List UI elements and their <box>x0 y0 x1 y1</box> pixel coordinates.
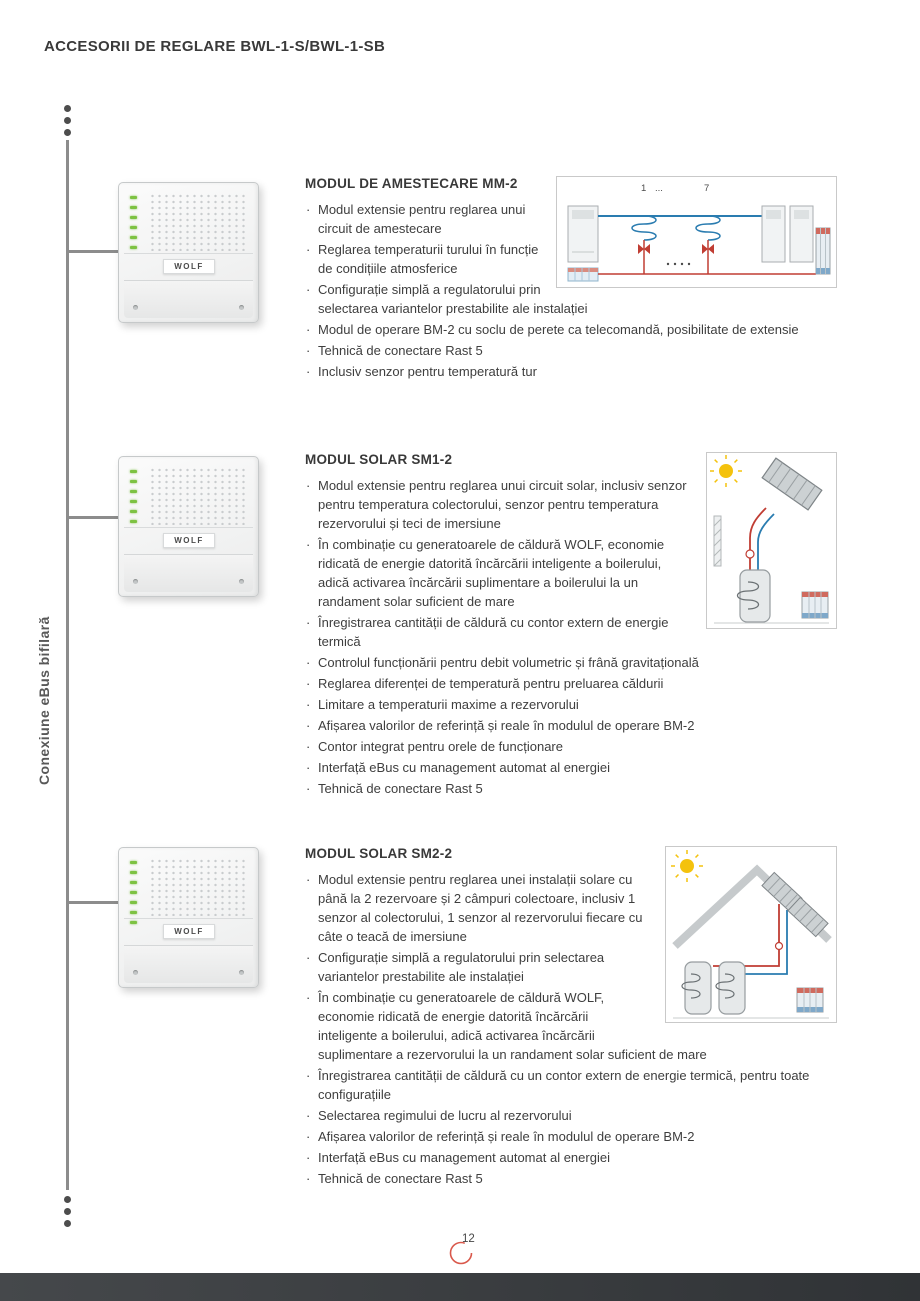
bullet-item <box>305 613 837 651</box>
section-mm2 <box>305 176 837 383</box>
led-icon <box>130 861 137 864</box>
rail-dot <box>64 1220 71 1227</box>
bullet-marker: · <box>306 242 311 257</box>
led-icon <box>130 470 137 473</box>
page-number: 12 <box>462 1233 475 1245</box>
bullet-item <box>305 1148 837 1167</box>
wolf-logo-text: WOLF <box>174 262 204 271</box>
screw-icon <box>239 579 244 584</box>
bullet-item <box>305 870 837 946</box>
bullet-item <box>305 535 837 611</box>
bullet-list <box>305 200 837 381</box>
bullet-marker: · <box>306 655 311 670</box>
module-seam <box>124 253 253 254</box>
circuit-label-7: 7 <box>704 183 710 194</box>
bullet-marker: · <box>306 1129 311 1144</box>
page-number-mark <box>447 1233 489 1271</box>
bullet-item <box>305 674 837 693</box>
bullet-item <box>305 716 837 735</box>
screw-icon <box>133 579 138 584</box>
led-icon <box>130 206 137 209</box>
bullet-marker: · <box>306 364 311 379</box>
bullet-text: Contor integrat pentru orele de funcționare <box>318 739 563 754</box>
bullet-text: Reglarea temperaturii turului în funcție de condițiile atmosferice <box>318 242 539 276</box>
rail-dot <box>64 1196 71 1203</box>
led-icon <box>130 480 137 483</box>
wolf-logo <box>163 259 215 274</box>
led-icon <box>130 490 137 493</box>
bullet-text: Configurație simplă a regulatorului prin selectarea variantelor prestabilite ale instalației <box>318 950 605 984</box>
screw-icon <box>133 305 138 310</box>
bullet-marker: · <box>306 1171 311 1186</box>
circuit-label-1: 1 <box>641 183 647 194</box>
circuit-label-dots: ... <box>655 183 663 194</box>
bullet-item <box>305 758 837 777</box>
bullet-marker: · <box>306 282 311 297</box>
bullet-item <box>305 653 837 672</box>
led-icon <box>130 871 137 874</box>
footer-bar <box>0 1273 920 1301</box>
rail-dot <box>64 1208 71 1215</box>
rail-dot <box>64 105 71 112</box>
bullet-item <box>305 1127 837 1146</box>
bullet-text: Modul extensie pentru reglarea unei instalații solare cu până la 2 rezervoare și 2 câmpuri colectoare, inclusiv 1 senzor al colectorului, 1 senzor al rezervorului fiecare cu câte o teacă de imersiune <box>318 872 643 944</box>
led-indicators <box>130 470 137 523</box>
bullet-marker: · <box>306 202 311 217</box>
rail-dot <box>64 129 71 136</box>
led-icon <box>130 216 137 219</box>
bullet-marker: · <box>306 1068 311 1083</box>
module-image-sm1-2 <box>118 456 259 597</box>
led-icon <box>130 921 137 924</box>
module-lower-cover <box>124 280 253 318</box>
bullet-item <box>305 280 837 318</box>
bullet-marker: · <box>306 781 311 796</box>
bullet-text: Înregistrarea cantității de căldură cu contor extern de energie termică <box>318 615 669 649</box>
rail-connector <box>68 250 119 253</box>
bullet-text: Configurație simplă a regulatorului prin selectarea variantelor prestabilite ale instalației <box>318 282 588 316</box>
vent-grid <box>149 193 249 251</box>
bullet-marker: · <box>306 718 311 733</box>
rail-connector <box>68 901 119 904</box>
bullet-item <box>305 1066 837 1104</box>
bullet-text: Selectarea regimului de lucru al rezervorului <box>318 1108 572 1123</box>
vent-grid <box>149 467 249 525</box>
bullet-marker: · <box>306 872 311 887</box>
bullet-item <box>305 737 837 756</box>
bullet-item <box>305 476 837 533</box>
led-icon <box>130 226 137 229</box>
bullet-item <box>305 240 837 278</box>
page-title: ACCESORII DE REGLARE BWL-1-S/BWL-1-SB <box>44 38 386 55</box>
bullet-item <box>305 1106 837 1125</box>
led-icon <box>130 196 137 199</box>
bullet-text: În combinație cu generatoarele de căldură WOLF, economie ridicată de energie datorită încărcării inteligente a boilerului, adică activarea încărcării suplimentare a rezervorului la un randament solar suficient de mare <box>318 990 707 1062</box>
bullet-text: Tehnică de conectare Rast 5 <box>318 343 483 358</box>
bullet-item <box>305 988 837 1064</box>
bullet-item <box>305 779 837 798</box>
bullet-marker: · <box>306 739 311 754</box>
bullet-text: Modul extensie pentru reglarea unui circuit solar, inclusiv senzor pentru temperatura colectorului, senzor pentru temperatura rezervorului și teci de imersiune <box>318 478 687 531</box>
bullet-item <box>305 200 837 238</box>
rail-connector <box>68 516 119 519</box>
led-icon <box>130 901 137 904</box>
led-indicators <box>130 861 137 924</box>
led-indicators <box>130 196 137 249</box>
vent-grid <box>149 858 249 916</box>
led-icon <box>130 881 137 884</box>
led-icon <box>130 236 137 239</box>
bullet-item <box>305 1169 837 1188</box>
bullet-text: Modul extensie pentru reglarea unui circuit de amestecare <box>318 202 526 236</box>
bullet-marker: · <box>306 478 311 493</box>
module-image-mm2 <box>118 182 259 323</box>
bullet-list <box>305 476 837 798</box>
bullet-text: Afișarea valorilor de referință și reale în modulul de operare BM-2 <box>318 718 695 733</box>
led-icon <box>130 911 137 914</box>
section-heading: MODUL SOLAR SM1-2 <box>305 452 453 467</box>
ebus-rail-line <box>66 140 69 1190</box>
bullet-item <box>305 948 837 986</box>
led-icon <box>130 510 137 513</box>
wolf-logo-text: WOLF <box>174 536 204 545</box>
bullet-item <box>305 362 837 381</box>
section-sm1-2 <box>305 452 837 800</box>
module-lower-cover <box>124 554 253 592</box>
led-icon <box>130 891 137 894</box>
module-image-sm2-2 <box>118 847 259 988</box>
wolf-logo <box>163 924 215 939</box>
bullet-list <box>305 870 837 1188</box>
bullet-marker: · <box>306 1150 311 1165</box>
bullet-text: În combinație cu generatoarele de căldură WOLF, economie ridicată de energie datorită încărcării inteligente a boilerului, adică activarea încărcării suplimentare a boilerului la un randament solar suficient de mare <box>318 537 665 609</box>
bullet-marker: · <box>306 343 311 358</box>
bullet-marker: · <box>306 760 311 775</box>
led-icon <box>130 520 137 523</box>
bullet-text: Interfață eBus cu management automat al energiei <box>318 1150 610 1165</box>
bullet-marker: · <box>306 950 311 965</box>
bullet-item <box>305 695 837 714</box>
bullet-text: Reglarea diferenței de temperatură pentru preluarea căldurii <box>318 676 664 691</box>
bullet-text: Interfață eBus cu management automat al energiei <box>318 760 610 775</box>
wolf-logo-text: WOLF <box>174 927 204 936</box>
module-seam <box>124 918 253 919</box>
screw-icon <box>239 305 244 310</box>
screw-icon <box>239 970 244 975</box>
ebus-side-label: Conexiune eBus bifilară <box>36 616 52 785</box>
module-lower-cover <box>124 945 253 983</box>
bullet-marker: · <box>306 1108 311 1123</box>
bullet-text: Inclusiv senzor pentru temperatură tur <box>318 364 537 379</box>
section-sm2-2 <box>305 846 837 1190</box>
wolf-logo <box>163 533 215 548</box>
bullet-text: Tehnică de conectare Rast 5 <box>318 781 483 796</box>
led-icon <box>130 246 137 249</box>
module-seam <box>124 527 253 528</box>
bullet-item <box>305 341 837 360</box>
section-heading: MODUL DE AMESTECARE MM-2 <box>305 176 518 191</box>
rail-dot <box>64 117 71 124</box>
bullet-marker: · <box>306 615 311 630</box>
bullet-marker: · <box>306 537 311 552</box>
bullet-marker: · <box>306 322 311 337</box>
section-heading: MODUL SOLAR SM2-2 <box>305 846 453 861</box>
bullet-text: Modul de operare BM-2 cu soclu de perete ca telecomandă, posibilitate de extensie <box>318 322 799 337</box>
screw-icon <box>133 970 138 975</box>
bullet-text: Înregistrarea cantității de căldură cu un contor extern de energie termică, pentru toate configurațiile <box>318 1068 810 1102</box>
bullet-text: Tehnică de conectare Rast 5 <box>318 1171 483 1186</box>
bullet-marker: · <box>306 990 311 1005</box>
bullet-item <box>305 320 837 339</box>
bullet-marker: · <box>306 676 311 691</box>
bullet-text: Limitare a temperaturii maxime a rezervorului <box>318 697 579 712</box>
bullet-marker: · <box>306 697 311 712</box>
bullet-text: Afișarea valorilor de referință și reale în modulul de operare BM-2 <box>318 1129 695 1144</box>
bullet-text: Controlul funcționării pentru debit volumetric și frână gravitațională <box>318 655 699 670</box>
led-icon <box>130 500 137 503</box>
